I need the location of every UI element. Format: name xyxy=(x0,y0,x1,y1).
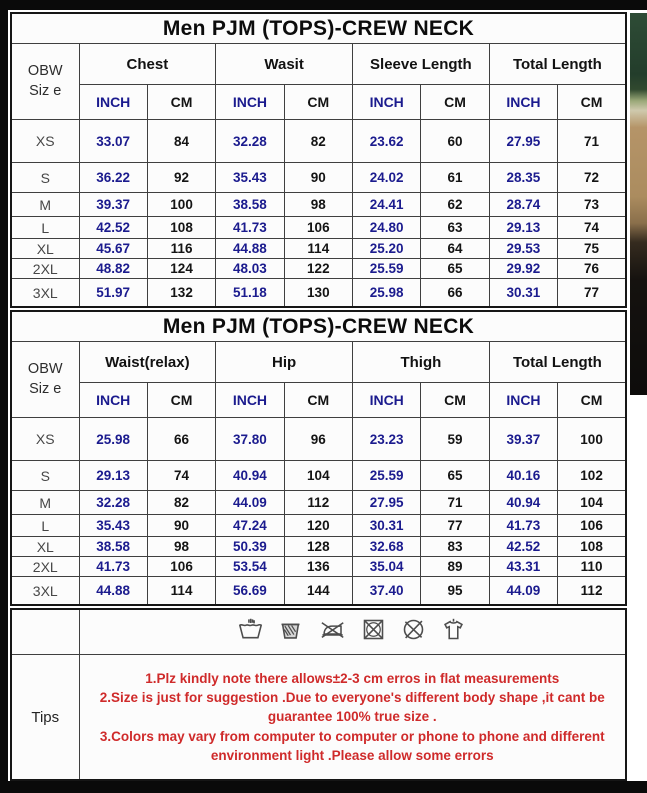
inch-value: 43.31 xyxy=(489,557,557,577)
product-photo-sliver xyxy=(630,13,647,395)
size-label: M xyxy=(11,491,79,515)
inch-value: 27.95 xyxy=(489,120,557,163)
inch-value: 41.73 xyxy=(216,217,284,239)
cm-value: 84 xyxy=(147,120,215,163)
size-row xyxy=(11,461,626,491)
unit-inch: INCH xyxy=(79,383,147,418)
care-icons-row-spacer xyxy=(11,609,79,655)
cm-value: 98 xyxy=(284,193,352,217)
inch-value: 35.04 xyxy=(353,557,421,577)
cm-value: 104 xyxy=(558,491,626,515)
cm-value: 96 xyxy=(284,418,352,461)
cm-value: 95 xyxy=(421,577,489,606)
cm-value: 72 xyxy=(558,163,626,193)
inch-value: 41.73 xyxy=(79,557,147,577)
size-table-tops xyxy=(10,12,627,308)
tip-line-3: 3.Colors may vary from computer to computer or phone to phone and different environment light .Please allow some errors xyxy=(99,728,605,763)
group-header-thigh: Thigh xyxy=(353,342,490,383)
cm-value: 100 xyxy=(558,418,626,461)
inch-value: 32.28 xyxy=(216,120,284,163)
inch-value: 32.68 xyxy=(353,537,421,557)
do-not-dry-clean-icon xyxy=(400,616,427,643)
cm-value: 62 xyxy=(421,193,489,217)
size-label: 3XL xyxy=(11,577,79,606)
inch-value: 37.80 xyxy=(216,418,284,461)
cm-value: 66 xyxy=(421,279,489,308)
size-table-bottoms xyxy=(10,310,627,606)
do-not-tumble-dry-icon xyxy=(360,616,387,643)
title-row xyxy=(11,13,626,44)
inch-value: 30.31 xyxy=(353,515,421,537)
cm-value: 128 xyxy=(284,537,352,557)
cm-value: 65 xyxy=(421,259,489,279)
group-header-chest: Chest xyxy=(79,44,216,85)
unit-cm: CM xyxy=(147,85,215,120)
inch-value: 42.52 xyxy=(79,217,147,239)
cm-value: 77 xyxy=(421,515,489,537)
inch-value: 38.58 xyxy=(216,193,284,217)
size-row xyxy=(11,120,626,163)
inch-value: 39.37 xyxy=(79,193,147,217)
cm-value: 77 xyxy=(558,279,626,308)
unit-inch: INCH xyxy=(489,85,557,120)
cm-value: 82 xyxy=(147,491,215,515)
table-title: Men PJM (TOPS)-CREW NECK xyxy=(11,13,626,44)
cm-value: 73 xyxy=(558,193,626,217)
cm-value: 132 xyxy=(147,279,215,308)
inch-value: 25.98 xyxy=(353,279,421,308)
gentle-wash-icon xyxy=(277,616,304,643)
cm-value: 83 xyxy=(421,537,489,557)
size-row xyxy=(11,193,626,217)
inch-value: 45.67 xyxy=(79,239,147,259)
tips-body xyxy=(79,655,626,781)
cm-value: 144 xyxy=(284,577,352,606)
inch-value: 42.52 xyxy=(489,537,557,557)
unit-inch: INCH xyxy=(353,85,421,120)
inch-value: 53.54 xyxy=(216,557,284,577)
cm-value: 82 xyxy=(284,120,352,163)
cm-value: 136 xyxy=(284,557,352,577)
inch-value: 29.13 xyxy=(489,217,557,239)
size-corner-label xyxy=(11,44,79,120)
group-header-waist: Wasit xyxy=(216,44,353,85)
inch-value: 29.13 xyxy=(79,461,147,491)
frame-border-left xyxy=(0,0,8,793)
inch-value: 35.43 xyxy=(216,163,284,193)
size-label: 2XL xyxy=(11,557,79,577)
cm-value: 106 xyxy=(284,217,352,239)
inch-value: 40.94 xyxy=(489,491,557,515)
size-row xyxy=(11,515,626,537)
unit-cm: CM xyxy=(558,85,626,120)
unit-cm: CM xyxy=(421,383,489,418)
cm-value: 59 xyxy=(421,418,489,461)
size-label: 3XL xyxy=(11,279,79,308)
inch-value: 44.09 xyxy=(216,491,284,515)
cm-value: 106 xyxy=(147,557,215,577)
inch-value: 41.73 xyxy=(489,515,557,537)
inch-value: 24.02 xyxy=(353,163,421,193)
table-title: Men PJM (TOPS)-CREW NECK xyxy=(11,311,626,342)
cm-value: 71 xyxy=(421,491,489,515)
inch-value: 29.53 xyxy=(489,239,557,259)
size-label: XL xyxy=(11,537,79,557)
size-row xyxy=(11,239,626,259)
inch-value: 51.18 xyxy=(216,279,284,308)
size-row xyxy=(11,163,626,193)
cm-value: 114 xyxy=(147,577,215,606)
cm-value: 116 xyxy=(147,239,215,259)
inch-value: 36.22 xyxy=(79,163,147,193)
group-header-sleeve-length: Sleeve Length xyxy=(353,44,490,85)
inch-value: 51.97 xyxy=(79,279,147,308)
cm-value: 124 xyxy=(147,259,215,279)
cm-value: 74 xyxy=(558,217,626,239)
cm-value: 112 xyxy=(558,577,626,606)
group-header-total-length: Total Length xyxy=(489,44,626,85)
inch-value: 44.88 xyxy=(79,577,147,606)
inch-value: 25.59 xyxy=(353,461,421,491)
inch-value: 23.62 xyxy=(353,120,421,163)
cm-value: 89 xyxy=(421,557,489,577)
cm-value: 104 xyxy=(284,461,352,491)
cm-value: 120 xyxy=(284,515,352,537)
unit-cm: CM xyxy=(558,383,626,418)
group-header-row xyxy=(11,342,626,383)
do-not-iron-icon xyxy=(317,616,347,643)
cm-value: 112 xyxy=(284,491,352,515)
corner-line-1: OBW xyxy=(27,360,63,377)
unit-header-row xyxy=(11,383,626,418)
size-chart-content xyxy=(10,12,627,781)
size-label: L xyxy=(11,515,79,537)
unit-inch: INCH xyxy=(353,383,421,418)
size-label: 2XL xyxy=(11,259,79,279)
cm-value: 102 xyxy=(558,461,626,491)
cm-value: 60 xyxy=(421,120,489,163)
size-label: S xyxy=(11,461,79,491)
size-row xyxy=(11,537,626,557)
size-label: M xyxy=(11,193,79,217)
cm-value: 75 xyxy=(558,239,626,259)
cm-value: 90 xyxy=(284,163,352,193)
cm-value: 106 xyxy=(558,515,626,537)
unit-header-row xyxy=(11,85,626,120)
cm-value: 108 xyxy=(558,537,626,557)
cm-value: 130 xyxy=(284,279,352,308)
inch-value: 29.92 xyxy=(489,259,557,279)
frame-border-bottom xyxy=(0,781,647,793)
inch-value: 23.23 xyxy=(353,418,421,461)
size-row xyxy=(11,217,626,239)
inch-value: 24.41 xyxy=(353,193,421,217)
cm-value: 63 xyxy=(421,217,489,239)
cm-value: 90 xyxy=(147,515,215,537)
size-row xyxy=(11,491,626,515)
cm-value: 108 xyxy=(147,217,215,239)
inch-value: 27.95 xyxy=(353,491,421,515)
title-row xyxy=(11,311,626,342)
cm-value: 114 xyxy=(284,239,352,259)
inch-value: 33.07 xyxy=(79,120,147,163)
size-row xyxy=(11,279,626,308)
inch-value: 56.69 xyxy=(216,577,284,606)
inch-value: 48.82 xyxy=(79,259,147,279)
cm-value: 76 xyxy=(558,259,626,279)
unit-cm: CM xyxy=(147,383,215,418)
cm-value: 122 xyxy=(284,259,352,279)
tip-line-1: 1.Plz kindly note there allows±2-3 cm erros in flat measurements xyxy=(145,671,560,687)
care-icons-cell xyxy=(79,609,626,655)
inch-value: 44.88 xyxy=(216,239,284,259)
cm-value: 64 xyxy=(421,239,489,259)
cm-value: 65 xyxy=(421,461,489,491)
inch-value: 32.28 xyxy=(79,491,147,515)
unit-cm: CM xyxy=(421,85,489,120)
inch-value: 48.03 xyxy=(216,259,284,279)
inch-value: 30.31 xyxy=(489,279,557,308)
inch-value: 37.40 xyxy=(353,577,421,606)
frame-border-top xyxy=(0,0,647,10)
cm-value: 98 xyxy=(147,537,215,557)
inch-value: 44.09 xyxy=(489,577,557,606)
cm-value: 110 xyxy=(558,557,626,577)
tip-line-2: 2.Size is just for suggestion .Due to everyone's different body shape ,it cant be guarantee 100% true size . xyxy=(99,690,605,725)
inch-value: 28.74 xyxy=(489,193,557,217)
inch-value: 25.20 xyxy=(353,239,421,259)
size-row xyxy=(11,577,626,606)
size-label: XS xyxy=(11,418,79,461)
unit-inch: INCH xyxy=(489,383,557,418)
size-row xyxy=(11,418,626,461)
group-header-total-length: Total Length xyxy=(489,342,626,383)
corner-line-1: OBW xyxy=(27,62,63,79)
inch-value: 50.39 xyxy=(216,537,284,557)
inch-value: 47.24 xyxy=(216,515,284,537)
corner-line-2: Siz e xyxy=(29,380,62,397)
group-header-row xyxy=(11,44,626,85)
unit-cm: CM xyxy=(284,85,352,120)
tips-label: Tips xyxy=(11,655,79,781)
hand-wash-icon xyxy=(237,616,264,643)
inch-value: 25.59 xyxy=(353,259,421,279)
unit-inch: INCH xyxy=(79,85,147,120)
cm-value: 100 xyxy=(147,193,215,217)
unit-cm: CM xyxy=(284,383,352,418)
corner-line-2: Siz e xyxy=(29,82,62,99)
size-label: XL xyxy=(11,239,79,259)
inch-value: 25.98 xyxy=(79,418,147,461)
cm-value: 61 xyxy=(421,163,489,193)
inch-value: 24.80 xyxy=(353,217,421,239)
inch-value: 35.43 xyxy=(79,515,147,537)
size-label: S xyxy=(11,163,79,193)
inch-value: 28.35 xyxy=(489,163,557,193)
cm-value: 66 xyxy=(147,418,215,461)
cm-value: 74 xyxy=(147,461,215,491)
size-row xyxy=(11,557,626,577)
group-header-waist-relax: Waist(relax) xyxy=(79,342,216,383)
inch-value: 40.94 xyxy=(216,461,284,491)
inch-value: 39.37 xyxy=(489,418,557,461)
unit-inch: INCH xyxy=(216,383,284,418)
care-icons-row xyxy=(11,609,626,655)
inch-value: 40.16 xyxy=(489,461,557,491)
size-label: XS xyxy=(11,120,79,163)
tips-row xyxy=(11,655,626,781)
inch-value: 38.58 xyxy=(79,537,147,557)
size-corner-label xyxy=(11,342,79,418)
size-label: L xyxy=(11,217,79,239)
footer-table xyxy=(10,608,627,781)
cm-value: 71 xyxy=(558,120,626,163)
unit-inch: INCH xyxy=(216,85,284,120)
size-row xyxy=(11,259,626,279)
drip-dry-shirt-icon xyxy=(440,616,467,643)
group-header-hip: Hip xyxy=(216,342,353,383)
cm-value: 92 xyxy=(147,163,215,193)
